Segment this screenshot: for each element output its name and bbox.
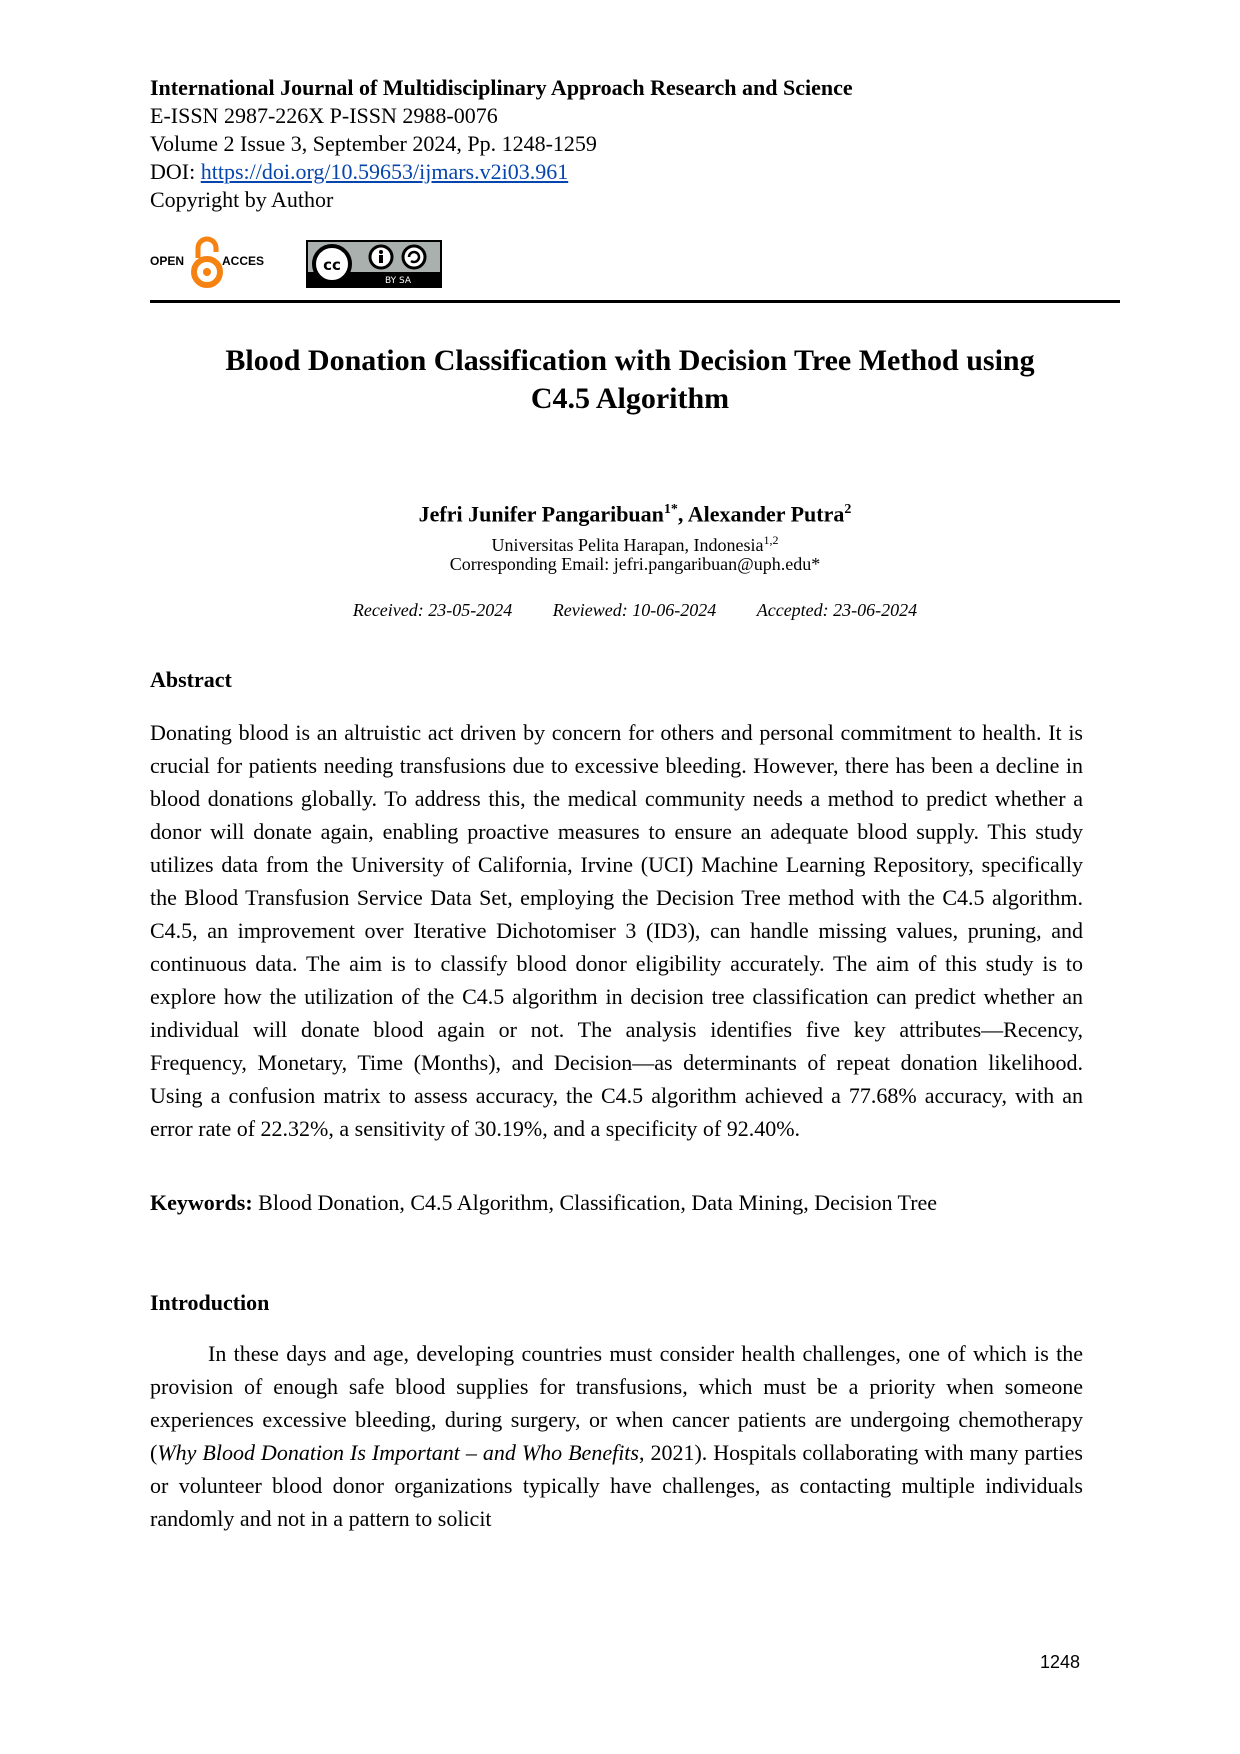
affiliation-text: Universitas Pelita Harapan, Indonesia [491, 535, 764, 555]
volume-line: Volume 2 Issue 3, September 2024, Pp. 1248-1259 [150, 131, 597, 156]
open-access-right-text: ACCES [222, 254, 265, 268]
header-rule [150, 300, 1120, 303]
intro-text-before: In these days and age, developing countries must consider health challenges, one of which is the provision of enough safe blood supplies for transfusions, which must be a priority when someone experiences excessive bleeding, during surgery, or when cancer patients are undergoing chemotherapy ( [150, 1341, 1083, 1465]
doi-line [150, 158, 1130, 186]
author-1-name: Jefri Junifer Pangaribuan [418, 501, 664, 527]
cc-by-sa-icon [308, 242, 440, 286]
journal-name: International Journal of Multidisciplinary Approach Research and Science [150, 75, 853, 100]
affiliation-sup: 1,2 [763, 533, 779, 547]
author-1-sup: 1* [663, 502, 678, 517]
license-badges [150, 236, 450, 288]
cc-by-sa-badge [306, 240, 442, 288]
page-number: 1248 [1040, 1652, 1081, 1672]
author-separator: , [677, 501, 688, 527]
svg-text:cc: cc [323, 256, 341, 274]
keywords-label: Keywords: [150, 1190, 253, 1215]
author-2-name: Alexander Putra [687, 501, 845, 527]
received-date: Received: 23-05-2024 [352, 600, 513, 620]
issn-line: E-ISSN 2987-226X P-ISSN 2988-0076 [150, 103, 498, 128]
paper-title [140, 342, 1120, 418]
open-access-left-text: OPEN [150, 254, 185, 268]
copyright-line: Copyright by Author [150, 187, 334, 212]
author-list [150, 496, 1120, 528]
keywords [150, 1189, 1110, 1217]
journal-header [150, 74, 1130, 214]
open-lock-icon [190, 236, 224, 288]
accepted-date: Accepted: 23-06-2024 [756, 600, 918, 620]
abstract-body: Donating blood is an altruistic act driven by concern for others and personal commitment to health. It is crucial for patients needing transfusions due to excessive bleeding. However, there has been a decline in blood donations globally. To address this, the medical community needs a method to predict whether a donor will donate again, enabling proactive measures to ensure an adequate blood supply. This study utilizes data from the University of California, Irvine (UCI) Machine Learning Repository, specifically the Blood Transfusion Service Data Set, employing the Decision Tree method with the C4.5 algorithm. C4.5, an improvement over Iterative Dichotomiser 3 (ID3), can handle missing values, pruning, and continuous data. The aim is to classify blood donor eligibility accurately. The aim of this study is to explore how the utilization of the C4.5 algorithm in decision tree classification can predict whether an individual will donate blood again or not. The analysis identifies five key attributes—Recency, Frequency, Monetary, Time (Months), and Decision—as determinants of repeat donation likelihood. Using a confusion matrix to assess accuracy, the C4.5 algorithm achieved a 77.68% accuracy, with an error rate of 22.32%, a sensitivity of 30.19%, and a specificity of 92.40%. [150, 720, 1083, 1141]
intro-citation: Why Blood Donation Is Important – and Who Benefits [157, 1440, 639, 1465]
cc-badge-text: BY SA [384, 276, 412, 286]
keywords-text: Blood Donation, C4.5 Algorithm, Classification, Data Mining, Decision Tree [252, 1190, 938, 1215]
title-line-1: Blood Donation Classification with Decision Tree Method using [225, 344, 1035, 377]
open-access-logo [150, 236, 275, 288]
abstract-heading: Abstract [150, 667, 232, 692]
author-2-sup: 2 [844, 502, 852, 517]
reviewed-date: Reviewed: 10-06-2024 [552, 600, 717, 620]
intro-text-after: , 2021). Hospitals collaborating with many parties or volunteer blood donor organizations typically have challenges, as contacting multiple individuals randomly and not in a pattern to solicit [150, 1440, 1083, 1531]
title-line-2: C4.5 Algorithm [530, 382, 730, 415]
doi-label: DOI: [150, 159, 201, 184]
introduction-heading: Introduction [150, 1290, 270, 1315]
doi-link[interactable]: https://doi.org/10.59653/ijmars.v2i03.961 [200, 159, 569, 184]
submission-dates [150, 598, 1120, 622]
introduction-body [150, 1337, 1083, 1535]
corresponding-email: Corresponding Email: jefri.pangaribuan@uph.edu* [449, 554, 821, 574]
